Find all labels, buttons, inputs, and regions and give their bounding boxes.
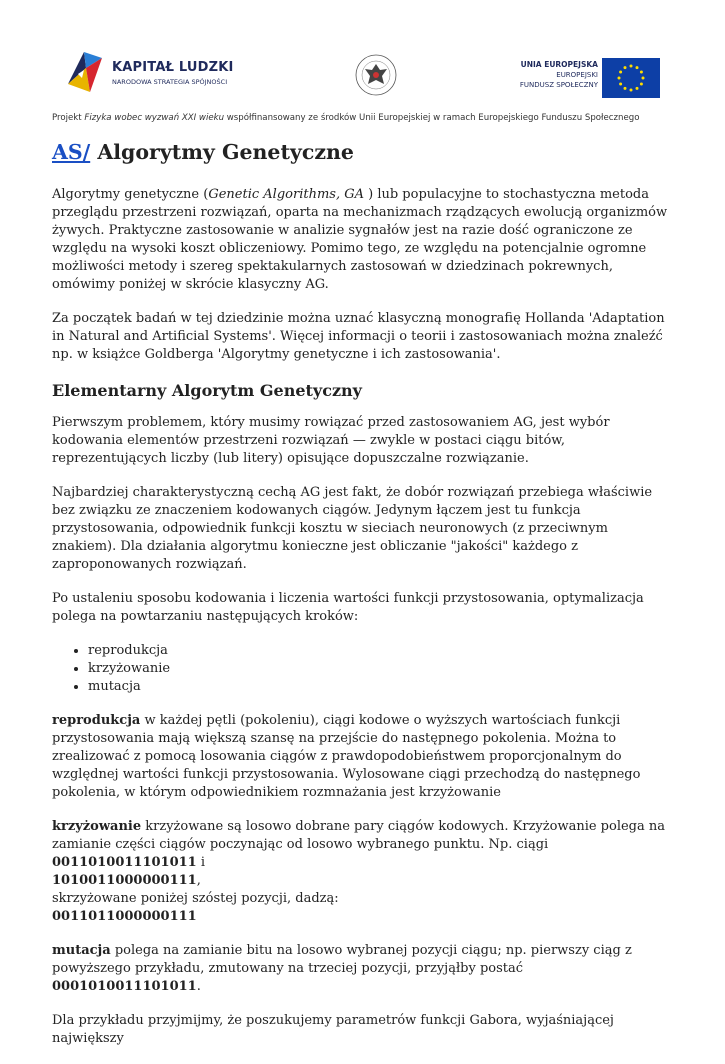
eu-line1: UNIA EUROPEJSKA bbox=[520, 60, 598, 69]
kapital-ludzki-title: KAPITAŁ LUDZKI bbox=[112, 60, 234, 75]
paragraph-intro bbox=[52, 186, 672, 294]
crossover-result-text: skrzyżowane poniżej szóstej pozycji, dadzą: bbox=[52, 891, 339, 906]
eu-flag-icon bbox=[602, 58, 660, 98]
paragraph-crossover bbox=[52, 818, 672, 926]
eu-text bbox=[520, 60, 598, 90]
section-heading: Elementarny Algorytm Genetyczny bbox=[52, 381, 362, 400]
paragraph-encoding: Pierwszym problemem, który musimy rowiązać przed zastosowaniem AG, jest wybór kodowania elementów przestrzeni rozwiązań — zwykle w postaci ciągu bitów, reprezentujących liczby (lub litery) opisujące dopuszczalne rozwiązanie. bbox=[52, 415, 610, 466]
intro-text-b: ) lub populacyjne to stochastyczna metoda przeglądu przestrzeni rozwiązań, oparta na mechanizmach rządzących ewolucją organizmów żywych. Praktyczne zastosowanie w analizie sygnałów jest na razie dość ograniczone ze względu na wysoki koszt obliczeniowy. Pomimo tego, ze względu na potencjalnie ogromne możliwości metody i szereg spektakularnych zastosowań w dziedzinach pokrewnych, omówimy poniżej w skrócie klasyczny AG. bbox=[52, 187, 668, 292]
mutation-text: polega na zamianie bitu na losowo wybranej pozycji ciągu; np. pierwszy ciąg z powyższego przykładu, zmutowany na trzeciej pozycji, przyjąłby postać bbox=[52, 943, 632, 976]
paragraph-mutation bbox=[52, 942, 672, 996]
paragraph-history: Za początek badań w tej dziedzinie można uznać klasyczną monografię Hollanda 'Adaptation in Natural and Artificial Systems'. Więcej informacji o teorii i zastosowaniach można znaleźć np. w książce Goldberga 'Algorytmy genetyczne i ich zastosowania'. bbox=[52, 311, 665, 362]
project-name: Fizyka wobec wyzwań XXI wieku bbox=[84, 113, 225, 123]
list-item: • mutacja bbox=[88, 678, 672, 696]
paragraph-steps-intro: Po ustaleniu sposobu kodowania i liczenia wartości funkcji przystosowania, optymalizacja polega na powtarzaniu następujących kroków: bbox=[52, 591, 644, 624]
kapital-ludzki-logo bbox=[64, 48, 244, 98]
kapital-ludzki-emblem-icon bbox=[64, 48, 108, 98]
eu-line2: EUROPEJSKI bbox=[556, 71, 598, 79]
term-mutation: mutacja bbox=[52, 943, 111, 958]
project-suffix: współfinansowany ze środków Unii Europejskiej w ramach Europejskiego Funduszu Społecznego bbox=[224, 113, 640, 123]
intro-term: Genetic Algorithms, GA bbox=[208, 187, 364, 202]
project-prefix: Projekt bbox=[52, 113, 85, 123]
article-content bbox=[52, 138, 672, 1064]
code-string-1: 0011010011101011 bbox=[52, 855, 197, 870]
reproduction-text: w każdej pętli (pokoleniu), ciągi kodowe o wyższych wartościach funkcji przystosowania mają większą szansę na przejście do następnego pokolenia. Można to zrealizować z pomocą losowania ciągów z prawdopodobieństwem proporcjonalnym do względnej wartości funkcji przystosowania. Wylosowane ciągi przechodzą do następnego pokolenia, w którym odpowiednikiem rozmnażania jest krzyżowanie bbox=[52, 713, 641, 800]
code-string-4: 0001010011101011 bbox=[52, 979, 197, 994]
mutation-end: . bbox=[196, 979, 201, 994]
paragraph-reproduction bbox=[52, 712, 672, 802]
page-title bbox=[52, 138, 672, 166]
title-link[interactable]: AS/ bbox=[52, 140, 91, 164]
paragraph-fitness: Najbardziej charakterystyczną cechą AG jest fakt, że dobór rozwiązań przebiega właściwie bez związku ze znaczeniem kodowanych ciągów. Jedynym łączem jest tu funkcja przystosowania, odpowiednik funkcji kosztu w sieciach neuronowych (z przeciwnym znakiem). Dla działania algorytmu konieczne jest obliczanie "jakości" każdego z zaproponowanych rozwiązań. bbox=[52, 485, 653, 572]
university-eagle-icon bbox=[354, 52, 398, 98]
term-reproduction: reprodukcja bbox=[52, 713, 141, 728]
kapital-ludzki-subtitle: NARODOWA STRATEGIA SPÓJNOŚCI bbox=[112, 78, 228, 86]
page-header bbox=[0, 0, 725, 135]
term-crossover: krzyżowanie bbox=[52, 819, 142, 834]
crossover-and: i bbox=[196, 855, 206, 870]
list-item: • reprodukcja bbox=[88, 642, 672, 660]
intro-text-a: Algorytmy genetyczne ( bbox=[52, 187, 209, 202]
code-string-2: 1010011000000111 bbox=[52, 873, 197, 888]
steps-list bbox=[52, 642, 672, 696]
crossover-text: krzyżowane są losowo dobrane pary ciągów kodowych. Krzyżowanie polega na zamianie części ciągów poczynając od losowo wybranego punktu. Np. ciągi bbox=[52, 819, 666, 852]
title-text: Algorytmy Genetyczne bbox=[90, 140, 354, 164]
project-line bbox=[52, 113, 672, 123]
list-item: • krzyżowanie bbox=[88, 660, 672, 678]
eu-logo-block bbox=[520, 58, 660, 98]
code-string-3: 0011011000000111 bbox=[52, 909, 197, 924]
eu-line3: FUNDUSZ SPOŁECZNY bbox=[519, 81, 598, 89]
university-logo bbox=[354, 52, 398, 98]
paragraph-example: Dla przykładu przyjmijmy, że poszukujemy parametrów funkcji Gabora, wyjaśniającej największy bbox=[52, 1013, 614, 1046]
crossover-comma: , bbox=[196, 873, 201, 888]
